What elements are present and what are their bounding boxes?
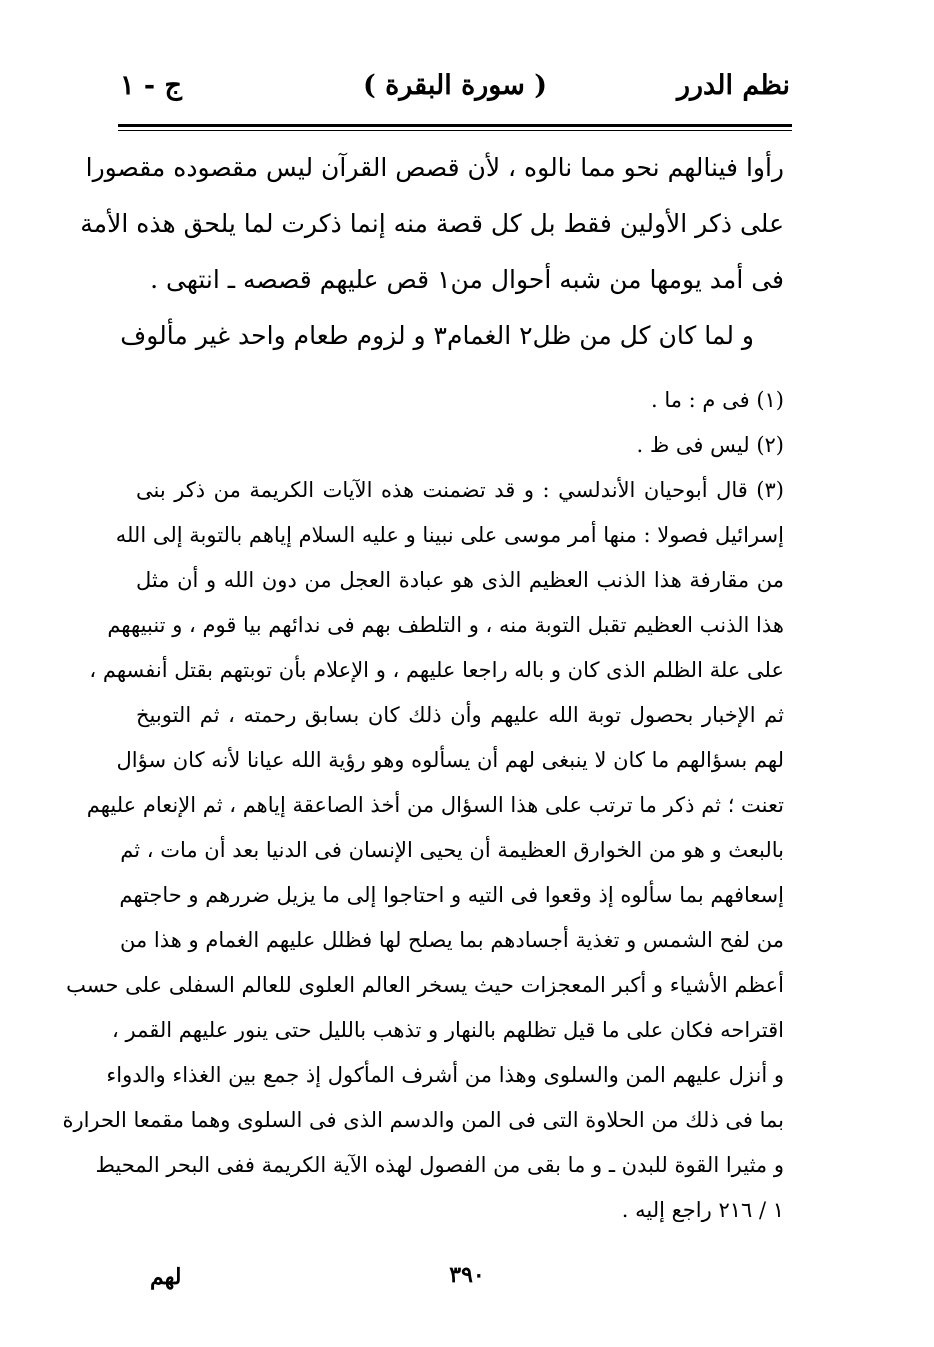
main-text-block [80,140,784,364]
book-title: نظم الدرر [676,70,790,101]
footnote-3-line: لهم بسؤالهم ما كان لا ينبغى لهم أن يسألوه وهو رؤية الله عيانا لأنه كان سؤال [116,748,784,772]
footnote-3-line: إسرائيل فصولا : منها أمر موسى على نبينا و عليه السلام إياهم بالتوبة إلى الله [115,523,784,547]
page-number: ٣٩٠ [449,1262,485,1288]
footnote-3-line: إسعافهم بما سألوه إذ وقعوا فى التيه و احتاجوا إلى ما يزيل ضررهم و حاجتهم [119,883,784,907]
main-text-line: و لما كان كل من ظل٢ الغمام٣ و لزوم طعام واحد غير مألوف [120,321,754,350]
footnote-3-line: من مقارفة هذا الذنب العظيم الذى هو عبادة العجل من دون الله و أن مثل [136,568,784,592]
running-header [120,70,790,120]
catchword: لهم [150,1264,182,1290]
header-rule-thin [118,130,792,131]
footnote-3-line: بالبعث و هو من الخوارق العظيمة أن يحيى الإنسان فى الدنيا بعد أن مات ، ثم [120,838,784,862]
footnote-3-line: أعظم الأشياء و أكبر المعجزات حيث يسخر العالم العلوى للعالم السفلى على حسب [66,973,784,997]
footnote-3-line: ١ / ٢١٦ راجع إليه . [621,1198,784,1222]
main-text-line: على ذكر الأولين فقط بل كل قصة منه إنما ذكرت لما يلحق هذه الأمة [80,209,784,238]
footnote-3-line: ثم الإخبار بحصول توبة الله عليهم وأن ذلك كان بسابق رحمته ، ثم التوبيخ [136,703,784,727]
surah-title: ( سورة البقرة ) [362,70,548,101]
main-text-line: رأوا فينالهم نحو مما نالوه ، لأن قصص القرآن ليس مقصوده مقصورا [85,153,784,182]
footnote-2: (٢) ليس فى ظ . [636,433,784,457]
footnote-3-line: بما فى ذلك من الحلاوة التى فى المن والدسم الذى فى السلوى وهما مقمعا الحرارة [62,1108,784,1132]
footnote-3-line: و أنزل عليهم المن والسلوى وهذا من أشرف المأكول إذ جمع بين الغذاء والدواء [106,1063,784,1087]
footnote-3-line: (٣) قال أبوحيان الأندلسي : و قد تضمنت هذه الآيات الكريمة من ذكر بنى [136,478,784,502]
header-rule-thick [118,124,792,127]
footnote-3-line: هذا الذنب العظيم تقبل التوبة منه ، و التلطف بهم فى ندائهم بيا قوم ، و تنبيههم [107,613,784,637]
footnotes-block [62,378,784,1233]
main-text-line: فى أمد يومها من شبه أحوال من١ قص عليهم قصصه ـ انتهى . [150,265,784,294]
volume-number: ج - ١ [120,70,182,101]
footnote-3-line: تعنت ؛ ثم ذكر ما ترتب على هذا السؤال من أخذ الصاعقة إياهم ، ثم الإنعام عليهم [86,793,784,817]
footnote-3-line: و مثيرا القوة للبدن ـ و ما بقى من الفصول لهذه الآية الكريمة ففى البحر المحيط [95,1153,784,1177]
footnote-3-line: اقتراحه فكان على ما قيل تظلهم بالنهار و تذهب بالليل حتى ينور عليهم القمر ، [112,1018,784,1042]
footnote-3-line: من لفح الشمس و تغذية أجسادهم بما يصلح لها فظلل عليهم الغمام و هذا من [120,928,784,952]
footnote-3-line: على علة الظلم الذى كان و باله راجعا عليهم ، و الإعلام بأن توبتهم بقتل أنفسهم ، [89,658,784,682]
footnote-1: (١) فى م : ما . [651,388,784,412]
